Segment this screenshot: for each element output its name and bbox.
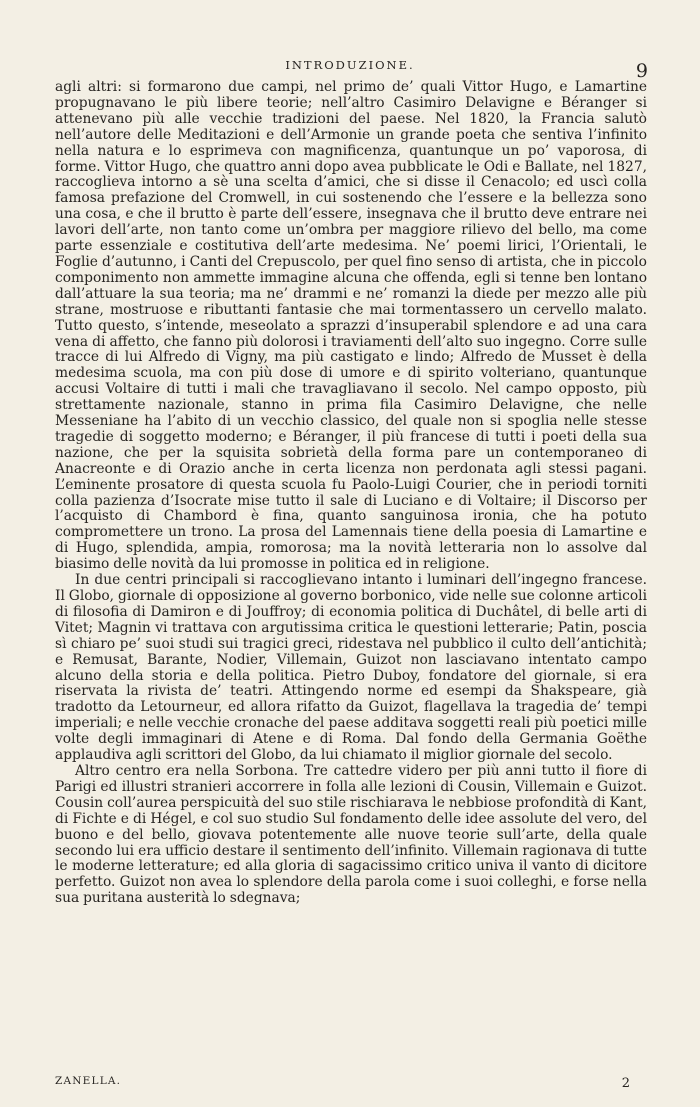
author-signature: ZANELLA.: [55, 1075, 122, 1087]
paragraph-1: agli altri: si formarono due campi, nel primo de’ quali Vittor Hugo, e Lamartine propugnavano le più libere teorie; nell’altro Casimiro Delavigne e Béranger si attenevano più alle vecchie tradizioni del paese. Nel 1820, la Francia salutò nell’autore delle Meditazioni e dell’Armonie un grande poeta che sentiva l’infinito nella natura e lo esprimeva con magnificenza, quantunque un po’ vaporosa, di forme. Vittor Hugo, che quattro anni dopo avea pubblicate le Odi e Ballate, nel 1827, raccoglieva intorno a sè una scelta d’amici, che si disse il Cenacolo; ed uscì colla famosa prefazione del Cromwell, in cui sostenendo che l’essere e la bellezza sono una cosa, e che il brutto è parte dell’essere, insegnava che il brutto deve entrare nei lavori dell’arte, non tanto come un’ombra per maggiore rilievo del bello, ma come parte essenziale e costitutiva dell’arte medesima. Ne’ poemi lirici, l’Orientali, le Foglie d’autunno, i Canti del Crepuscolo, per quel fino senso di artista, che in piccolo componimento non ammette immagine alcuna che offenda, egli si tenne ben lontano dall’attuare la sua teoria; ma ne’ drammi e ne’ romanzi la diede per mezzo alle più strane, mostruose e ributtanti fantasie che mai tormentassero un cervello malato. Tutto questo, s’intende, meseolato a sprazzi d’insuperabil splendore e ad una cara vena di affetto, che fanno più dolorosi i traviamenti dell’alto suo ingegno. Corre sulle tracce di lui Alfredo di Vigny, ma più castigato e lindo; Alfredo de Musset è della medesima scuola, ma con più dose di umore e di spirito volteriano, quantunque accusi Voltaire di tutti i mali che travagliavano il secolo. Nel campo opposto, più strettamente nazionale, stanno in prima fila Casimiro Delavigne, che nelle Messeniane ha l’abito di un vecchio classico, del quale non si spoglia nelle stesse tragedie di soggetto moderno; e Béranger, il più francese di tutti i poeti della sua nazione, che per la squisita sobrietà della forma pare un contemporaneo di Anacreonte e di Orazio anche in certa licenza non perdonata agli stessi pagani. L’eminente prosatore di questa scuola fu Paolo-Luigi Courier, che in periodi torniti colla pazienza d’Isocrate mise tutto il sale di Luciano e di Voltaire; il Discorso per l’acquisto di Chambord è fina, quanto sanguinosa ironia, che ha potuto compromettere un trono. La prosa del Lamennais tiene della poesia di Lamartine e di Hugo, splendida, ampia, romorosa; ma la novità letteraria non lo assolve dal biasimo delle novità da lui promosse in politica ed in religione.: [55, 79, 647, 573]
page-number: 9: [635, 60, 648, 82]
paragraph-3: Altro centro era nella Sorbona. Tre cattedre videro per più anni tutto il fiore di Parigi ed illustri stranieri accorrere in folla alle lezioni di Cousin, Villemain e Guizot. Cousin coll’aurea perspicuità del suo stile rischiarava le nebbiose profondità di Kant, di Fichte e di Hégel, e col suo studio Sul fondamento delle idee assolute del vero, del buono e del bello, giovava potentemente alle nuove teorie sull’arte, della quale secondo lui era ufficio destare il sentimento dell’infinito. Villemain ragionava di tutte le moderne letterature; ed alla gloria di sagacissimo critico univa il vanto di dicitore perfetto. Guizot non avea lo splendore della parola come i suoi colleghi, e forse nella sua puritana austerità lo sdegnava;: [55, 762, 647, 907]
body-text: [55, 80, 647, 907]
running-title: INTRODUZIONE.: [285, 58, 415, 72]
signature-mark: 2: [621, 1076, 630, 1091]
paragraph-2: In due centri principali si raccoglievano intanto i luminari dell’ingegno francese. Il Globo, giornale di opposizione al governo borbonico, vide nelle sue colonne articoli di filosofia di Damiron e di Jouffroy; di economia politica di Duchâtel, di belle arti di Vitet; Magnin vi trattava con argutissima critica le questioni letterarie; Patin, poscia sì chiaro pe’ suoi studi sui tragici greci, ridestava nel pubblico il culto dell’antichità; e Remusat, Barante, Nodier, Villemain, Guizot non lasciavano intentato campo alcuno della storia e della politica. Pietro Duboy, fondatore del giornale, si era riservata la rivista de’ teatri. Attingendo norme ed esempi da Shakspeare, già tradotto da Letourneur, ed allora rifatto da Guizot, flagellava la tragedia de’ tempi imperiali; e nelle vecchie cronache del paese additava soggetti reali più poetici mille volte degli immaginari di Atene e di Roma. Dal fondo della Germania Goëthe applaudiva agli scrittori del Globo, da lui chiamato il miglior giornale del secolo.: [55, 572, 647, 764]
